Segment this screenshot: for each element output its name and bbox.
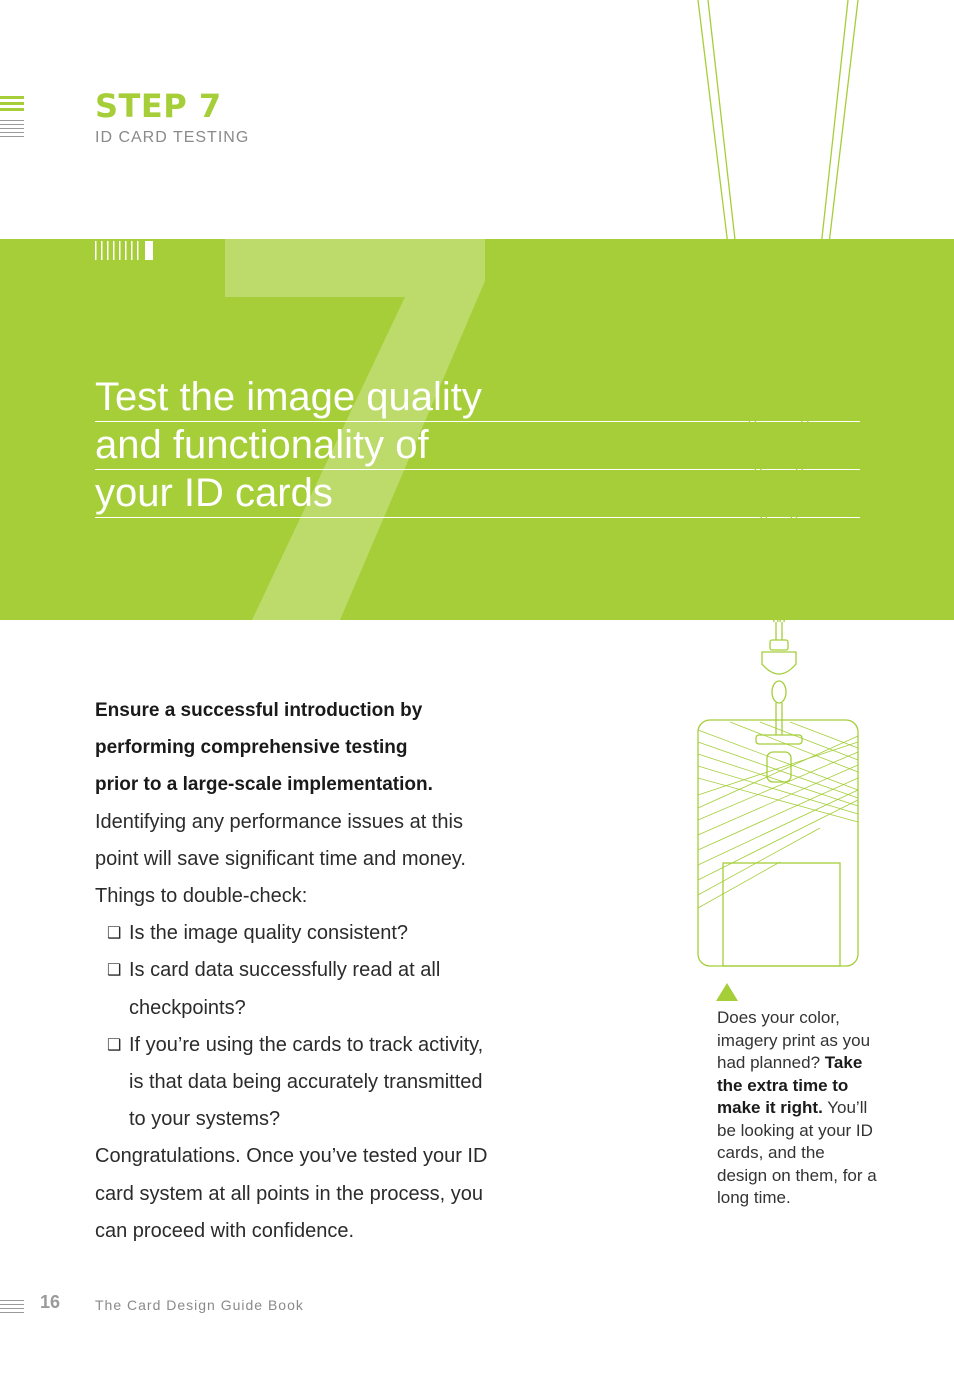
headline-line: your ID cards <box>95 470 860 518</box>
checklist-item <box>107 952 495 1026</box>
headline-band <box>0 239 954 620</box>
checklist <box>95 915 495 1138</box>
conclusion-paragraph: Congratulations. Once you’ve tested your ID card system at all points in the process, you can proceed with confidence. <box>95 1145 488 1242</box>
headline-line: Test the image quality <box>95 374 860 422</box>
checklist-item <box>107 915 495 952</box>
checklist-item-text: If you’re using the cards to track activity, is that data being accurately transmitted to your systems? <box>129 1033 484 1131</box>
body-copy <box>95 692 495 1250</box>
checkbox-icon: ❑ <box>107 1036 122 1054</box>
caption-text: Does your color, imagery print as you had planned? <box>717 1008 871 1072</box>
checklist-item-text: Is card data successfully read at all checkpoints? <box>129 959 441 1019</box>
checklist-item-text: Is the image quality consistent? <box>129 922 409 945</box>
header-stripes-decoration <box>0 96 24 146</box>
checklist-item <box>107 1027 495 1139</box>
checkbox-icon: ❑ <box>107 925 122 943</box>
illustration-caption <box>717 1007 877 1210</box>
step-subtitle: ID CARD TESTING <box>95 129 250 146</box>
page-number: 16 <box>40 1292 61 1312</box>
intro-paragraph: Identifying any performance issues at this point will save significant time and money. <box>95 810 466 870</box>
band-ticks-decoration <box>95 241 157 261</box>
caption-bold: Take the extra time to make it right. <box>717 1053 863 1117</box>
footer-stripes-decoration <box>0 1300 24 1320</box>
headline-line: and functionality of <box>95 422 860 470</box>
headline <box>95 374 860 518</box>
checklist-intro: Things to double-check: <box>95 885 308 908</box>
lead-line: Ensure a successful introduction by <box>95 700 423 721</box>
lead-line: performing comprehensive testing <box>95 737 408 759</box>
footer-book-title: The Card Design Guide Book <box>95 1297 304 1313</box>
lead-line: prior to a large-scale implementation. <box>95 774 433 796</box>
checkbox-icon: ❑ <box>107 962 122 980</box>
step-title: STEP 7 <box>95 87 222 125</box>
caption-text: You’ll be looking at your ID cards, and the design on them, for a long time. <box>717 1098 877 1207</box>
triangle-pointer-icon <box>716 983 738 1001</box>
